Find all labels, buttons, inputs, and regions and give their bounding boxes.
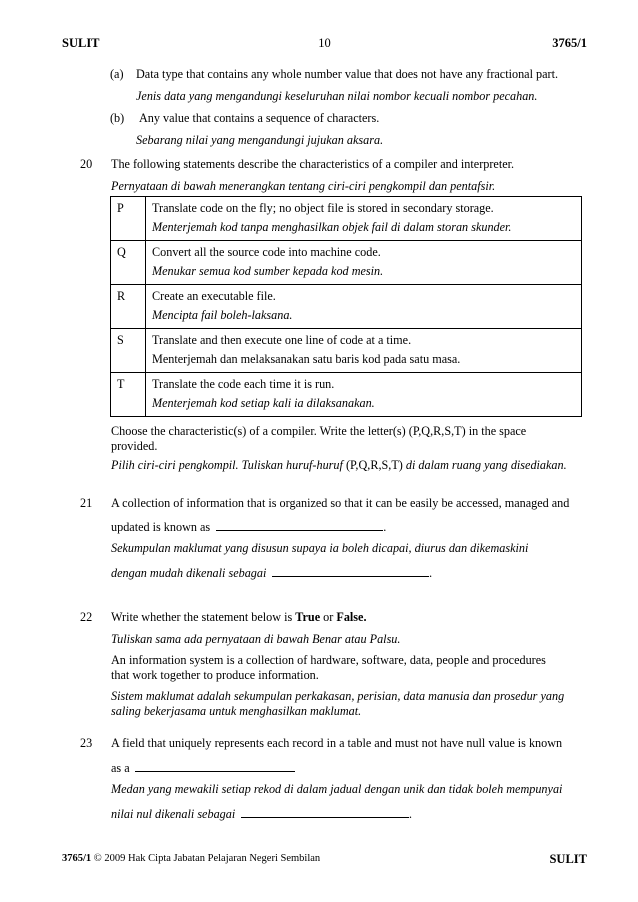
question-malay-line2 (111, 564, 432, 581)
question-malay: Tuliskan sama ada pernyataan di bawah Benar atau Palsu. (111, 632, 401, 646)
answer-blank-malay[interactable] (241, 805, 409, 818)
statement-row (111, 329, 582, 373)
statement-english: Translate code on the fly; no object file is stored in secondary storage. (152, 201, 494, 215)
instruction-malay-part2: di dalam ruang yang disediakan. (405, 458, 567, 472)
footer-copyright-text: © 2009 Hak Cipta Jabatan Pelajaran Negeri Sembilan (93, 853, 321, 864)
question-malay-line2 (111, 805, 412, 822)
footer-copyright (62, 853, 320, 864)
question-english-text: Write whether the statement below is (111, 610, 293, 624)
question-malay-line1: Medan yang mewakili setiap rekod di dalam jadual dengan unik dan tidak boleh mempunyai (111, 782, 563, 796)
statement-malay: Menterjemah kod setiap kali ia dilaksanakan. (152, 396, 375, 410)
question-english-line2 (111, 759, 295, 776)
statement-key: R (111, 285, 146, 329)
option-a-label: (a) (110, 67, 124, 81)
header-classification: SULIT (62, 36, 100, 50)
statement-english: Convert all the source code into machine code. (152, 245, 381, 259)
question-english-line1: A collection of information that is organized so that it can be easily be accessed, managed and (111, 496, 570, 510)
statement-malay: Menukar semua kod sumber kepada kod mesin. (152, 264, 384, 278)
question-malay-line2-text: dengan mudah dikenali sebagai (111, 566, 267, 580)
line-end-period: . (383, 520, 387, 534)
statement-text (146, 329, 582, 373)
statement-english-line1: An information system is a collection of hardware, software, data, people and procedures (111, 653, 546, 667)
instruction-malay-part1: Pilih ciri-ciri pengkompil. Tuliskan huruf-huruf (111, 458, 343, 472)
footer-paper-code: 3765/1 (62, 853, 92, 864)
statement-text (146, 373, 582, 417)
answer-blank-malay[interactable] (272, 564, 429, 577)
statement-malay: Menterjemah dan melaksanakan satu baris kod pada satu masa. (152, 352, 461, 366)
statement-row (111, 285, 582, 329)
instruction-malay (111, 458, 567, 473)
option-b-english: Any value that contains a sequence of characters. (139, 111, 380, 125)
statement-text (146, 197, 582, 241)
option-a-malay: Jenis data yang mengandungi keseluruhan nilai nombor kecuali nombor pecahan. (136, 89, 538, 103)
question-english-line2 (111, 518, 386, 535)
statement-malay-line2: saling bekerjasama untuk menghasilkan maklumat. (111, 704, 362, 718)
word-false: False. (336, 610, 367, 624)
question-stem-malay: Pernyataan di bawah menerangkan tentang ciri-ciri pengkompil dan pentafsir. (111, 179, 496, 193)
option-b-label: (b) (110, 111, 125, 125)
instruction-english-line1: Choose the characteristic(s) of a compiler. Write the letter(s) (P,Q,R,S,T) in the space (111, 424, 527, 438)
option-b-malay: Sebarang nilai yang mengandungi jujukan aksara. (136, 133, 384, 147)
question-english-line1: A field that uniquely represents each record in a table and must not have null value is known (111, 736, 563, 750)
statement-english: Translate the code each time it is run. (152, 377, 335, 391)
question-malay-line1: Sekumpulan maklumat yang disusun supaya ia boleh dicapai, diurus dan dikemaskini (111, 541, 529, 555)
word-or: or (323, 610, 334, 624)
question-english-line2-text: updated is known as (111, 520, 211, 534)
statement-text (146, 285, 582, 329)
footer-classification: SULIT (549, 852, 587, 866)
statements-table (110, 196, 582, 417)
statement-row (111, 373, 582, 417)
line-end-period: . (429, 566, 433, 580)
statement-english-line2: that work together to produce information. (111, 668, 319, 682)
statement-malay-line1: Sistem maklumat adalah sekumpulan perkakasan, perisian, data manusia dan prosedur yang (111, 689, 565, 703)
page-footer (62, 853, 587, 869)
statement-english: Create an executable file. (152, 289, 276, 303)
page-header (62, 36, 587, 52)
question-stem-english: The following statements describe the characteristics of a compiler and interpreter. (111, 157, 515, 171)
statement-english: Translate and then execute one line of code at a time. (152, 333, 412, 347)
statement-key: S (111, 329, 146, 373)
statement-row (111, 197, 582, 241)
option-a-english: Data type that contains any whole number value that does not have any fractional part. (136, 67, 559, 81)
question-english-line2-text: as a (111, 761, 130, 775)
answer-blank[interactable] (216, 518, 383, 531)
page-number: 10 (318, 36, 331, 50)
statement-key: Q (111, 241, 146, 285)
question-number: 22 (80, 610, 93, 624)
statement-malay: Menterjemah kod tanpa menghasilkan objek fail di dalam storan skunder. (152, 220, 512, 234)
statement-key: P (111, 197, 146, 241)
question-number: 21 (80, 496, 93, 510)
statement-text (146, 241, 582, 285)
line-end-period: . (409, 807, 413, 821)
answer-blank[interactable] (135, 759, 295, 772)
question-malay-line2-text: nilai nul dikenali sebagai (111, 807, 236, 821)
statement-row (111, 241, 582, 285)
instruction-malay-letters: (P,Q,R,S,T) (345, 458, 403, 472)
header-paper-code: 3765/1 (552, 36, 587, 50)
statement-malay: Mencipta fail boleh-laksana. (152, 308, 293, 322)
question-number: 20 (80, 157, 93, 171)
word-true: True (295, 610, 321, 624)
question-number: 23 (80, 736, 93, 750)
statement-key: T (111, 373, 146, 417)
question-english (111, 610, 367, 625)
instruction-english-line2: provided. (111, 439, 158, 453)
